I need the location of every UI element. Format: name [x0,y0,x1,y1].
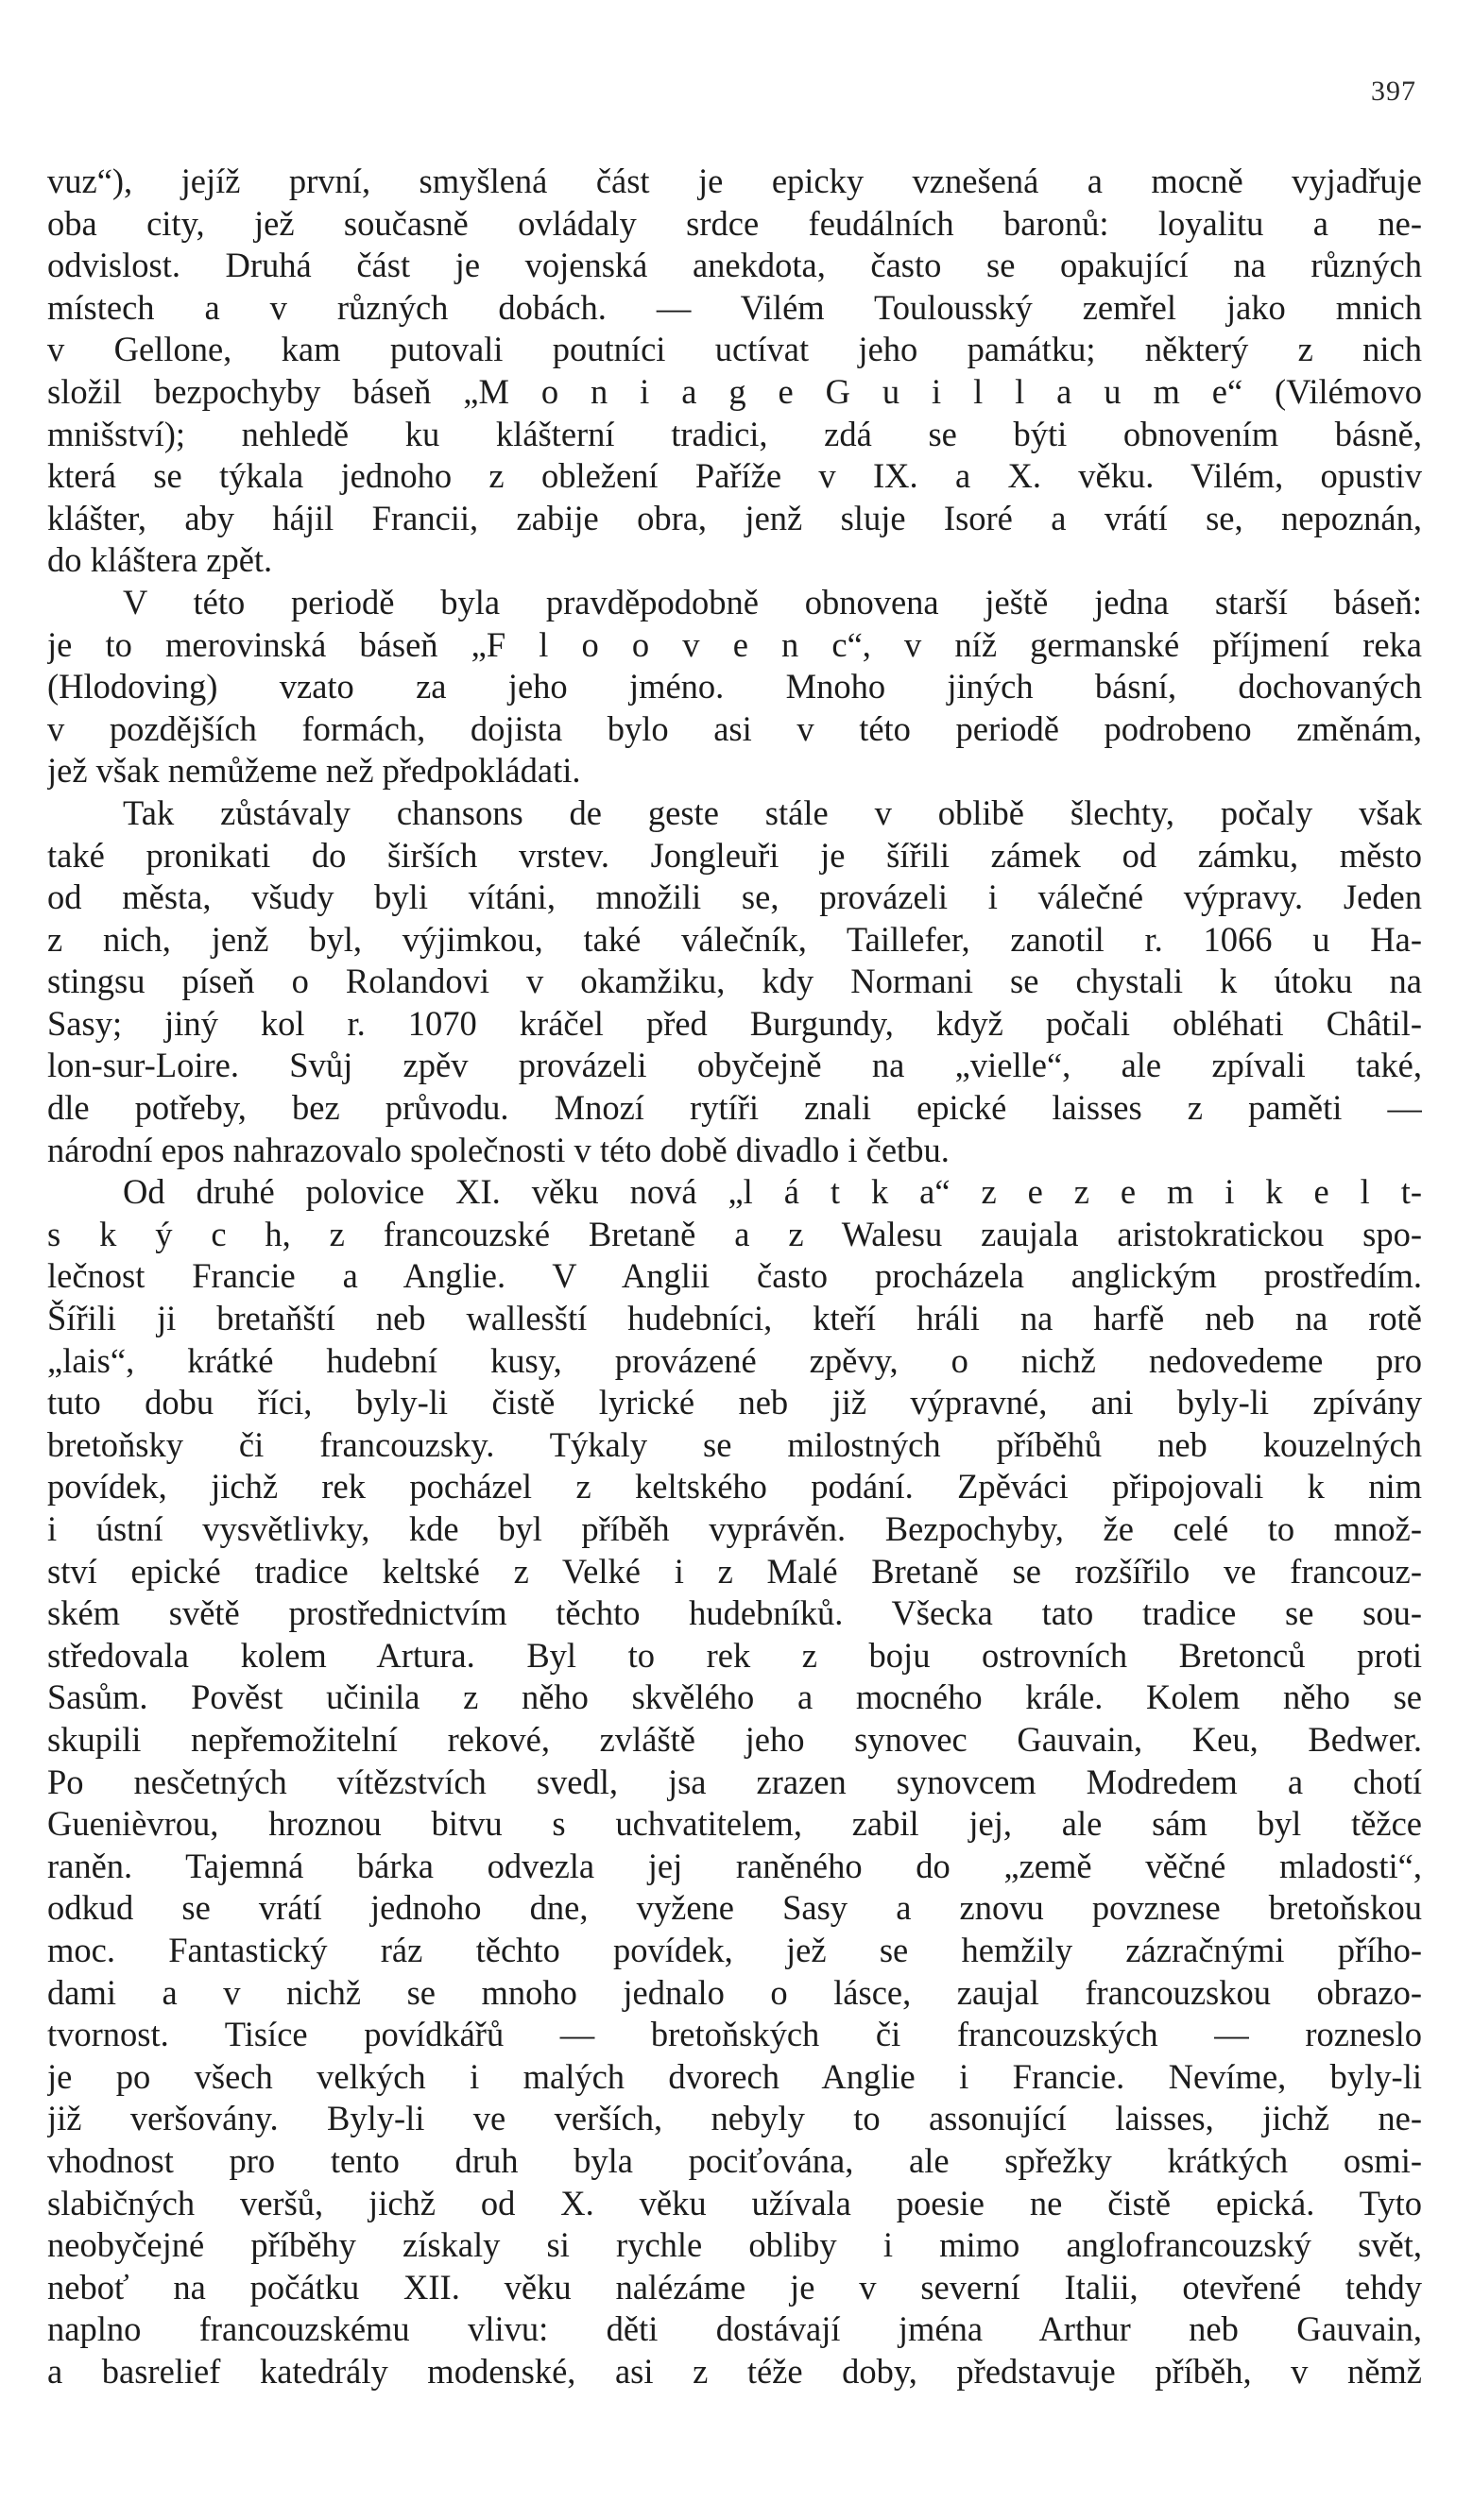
page-number: 397 [1371,76,1416,107]
text-line: vhodnost pro tento druh byla pociťována, ale spřežky krátkých osmi- [47,2140,1422,2180]
text-line: již veršovány. Byly-li ve verších, nebyly to assonující laisses, jichž ne- [47,2099,1422,2138]
text-line: Sasy; jiný kol r. 1070 kráčel před Burgundy, když počali obléhati Châtil- [47,1003,1422,1043]
text-line: tuto dobu říci, byly-li čistě lyrické neb již výpravné, ani byly-li zpívány [47,1383,1422,1422]
text-line: Po nesčetných vítězstvích svedl, jsa zrazen synovcem Modredem a chotí [47,1762,1422,1801]
text-line: Guenièvrou, hroznou bitvu s uchvatitelem, zabil jej, ale sám byl těžce [47,1804,1422,1844]
text-line: do kláštera zpět. [47,540,273,580]
text-line: středovala kolem Artura. Byl to rek z boju ostrovních Bretonců proti [47,1635,1422,1675]
text-line: naplno francouzskému vlivu: děti dostávají jména Arthur neb Gauvain, [47,2309,1422,2349]
text-line: dami a v nichž se mnoho jednalo o lásce, zaujal francouzskou obrazo- [47,1972,1422,2012]
text-line: jež však nemůžeme než předpokládati. [47,751,581,791]
text-line: od města, všudy byli vítáni, množili se, provázeli i válečné výpravy. Jeden [47,877,1422,917]
text-line: lečnost Francie a Anglie. V Anglii často procházela anglickým prostředím. [47,1256,1422,1296]
text-line: je to merovinská báseň „F l o o v e n c“, v níž germanské příjmení reka [47,624,1422,664]
text-line: i ústní vysvětlivky, kde byl příběh vyprávěn. Bezpochyby, že celé to množ- [47,1509,1422,1548]
text-line: ství epické tradice keltské z Velké i z Malé Bretaně se rozšířilo ve francouz- [47,1551,1422,1591]
text-line: slabičných veršů, jichž od X. věku užívala poesie ne čistě epická. Tyto [47,2183,1422,2222]
text-line: raněn. Tajemná bárka odvezla jej raněného do „země věčné mladosti“, [47,1846,1422,1885]
text-line: v pozdějších formách, dojista bylo asi v této periodě podrobeno změnám, [47,708,1422,748]
text-line: vuz“), jejíž první, smyšlená část je epicky vznešená a mocně vyjadřuje [47,162,1422,200]
text-line: složil bezpochyby báseň „M o n i a g e G u i l l a u m e“ (Vilémovo [47,371,1422,411]
text-line: Tak zůstávaly chansons de geste stále v oblibě šlechty, počaly však [123,792,1422,832]
text-line: odvislost. Druhá část je vojenská anekdota, často se opakující na různých [47,246,1422,285]
text-line: oba city, jež současně ovládaly srdce feudálních baronů: loyalitu a ne- [47,203,1422,243]
text-line: z nich, jenž byl, výjimkou, také válečník, Taillefer, zanotil r. 1066 u Ha- [47,919,1422,959]
text-line: Sasům. Pověst učinila z něho skvělého a mocného krále. Kolem něho se [47,1677,1422,1717]
text-line: která se týkala jednoho z obležení Paříže v IX. a X. věku. Vilém, opustiv [47,456,1422,496]
text-line: Od druhé polovice XI. věku nová „l á t k a“ z e z e m i k e l t- [123,1172,1422,1212]
text-line: bretoňsky či francouzsky. Týkaly se milostných příběhů neb kouzelných [47,1424,1422,1464]
text-line: národní epos nahrazovalo společnosti v této době divadlo i četbu. [47,1130,950,1169]
text-line: „lais“, krátké hudební kusy, provázené zpěvy, o nichž nedovedeme pro [47,1340,1422,1380]
text-line: povídek, jichž rek pocházel z keltského podání. Zpěváci připojovali k nim [47,1467,1422,1507]
text-line: také pronikati do širších vrstev. Jongleuři je šířili zámek od zámku, město [47,835,1422,875]
text-line: v Gellone, kam putovali poutníci uctívat jeho památku; některý z nich [47,330,1422,369]
text-line: mnišství); nehledě ku klášterní tradici, zdá se býti obnovením básně, [47,414,1422,453]
text-line: s k ý c h, z francouzské Bretaně a z Walesu zaujala aristokratickou spo- [47,1214,1422,1253]
text-line: V této periodě byla pravděpodobně obnovena ještě jedna starší báseň: [123,582,1422,621]
text-line: (Hlodoving) vzato za jeho jméno. Mnoho jiných básní, dochovaných [47,667,1422,707]
text-line: skupili nepřemožitelní rekové, zvláště jeho synovec Gauvain, Keu, Bedwer. [47,1719,1422,1759]
body-text [47,161,1422,2392]
text-line: dle potřeby, bez průvodu. Mnozí rytíři znali epické laisses z paměti — [47,1088,1422,1128]
text-line: tvornost. Tisíce povídkářů — bretoňských či francouzských — rozneslo [47,2015,1422,2054]
text-line: odkud se vrátí jednoho dne, vyžene Sasy a znovu povznese bretoňskou [47,1888,1422,1928]
text-line: neboť na počátku XII. věku nalézáme je v severní Italii, otevřené tehdy [47,2267,1422,2307]
text-line: moc. Fantastický ráz těchto povídek, jež se hemžily zázračnými přího- [47,1930,1422,1969]
text-line: ském světě prostřednictvím těchto hudebníků. Všecka tato tradice se sou- [47,1593,1422,1633]
text-line: neobyčejné příběhy získaly si rychle obliby i mimo anglofrancouzský svět, [47,2225,1422,2265]
text-line: lon-sur-Loire. Svůj zpěv provázeli obyčejně na „vielle“, ale zpívali také, [47,1046,1422,1085]
text-line: klášter, aby hájil Francii, zabije obra, jenž sluje Isoré a vrátí se, nepoznán, [47,498,1422,537]
text-line: místech a v různých dobách. — Vilém Toulousský zemřel jako mnich [47,287,1422,327]
text-line: Šířili ji bretaňští neb wallesští hudebníci, kteří hráli na harfě neb na rotě [47,1299,1422,1338]
text-line: a basrelief katedrály modenské, asi z téže doby, představuje příběh, v němž [47,2351,1422,2391]
text-line: je po všech velkých i malých dvorech Anglie i Francie. Nevíme, byly-li [47,2056,1422,2096]
text-line: stingsu píseň o Rolandovi v okamžiku, kdy Normani se chystali k útoku na [47,962,1422,1001]
